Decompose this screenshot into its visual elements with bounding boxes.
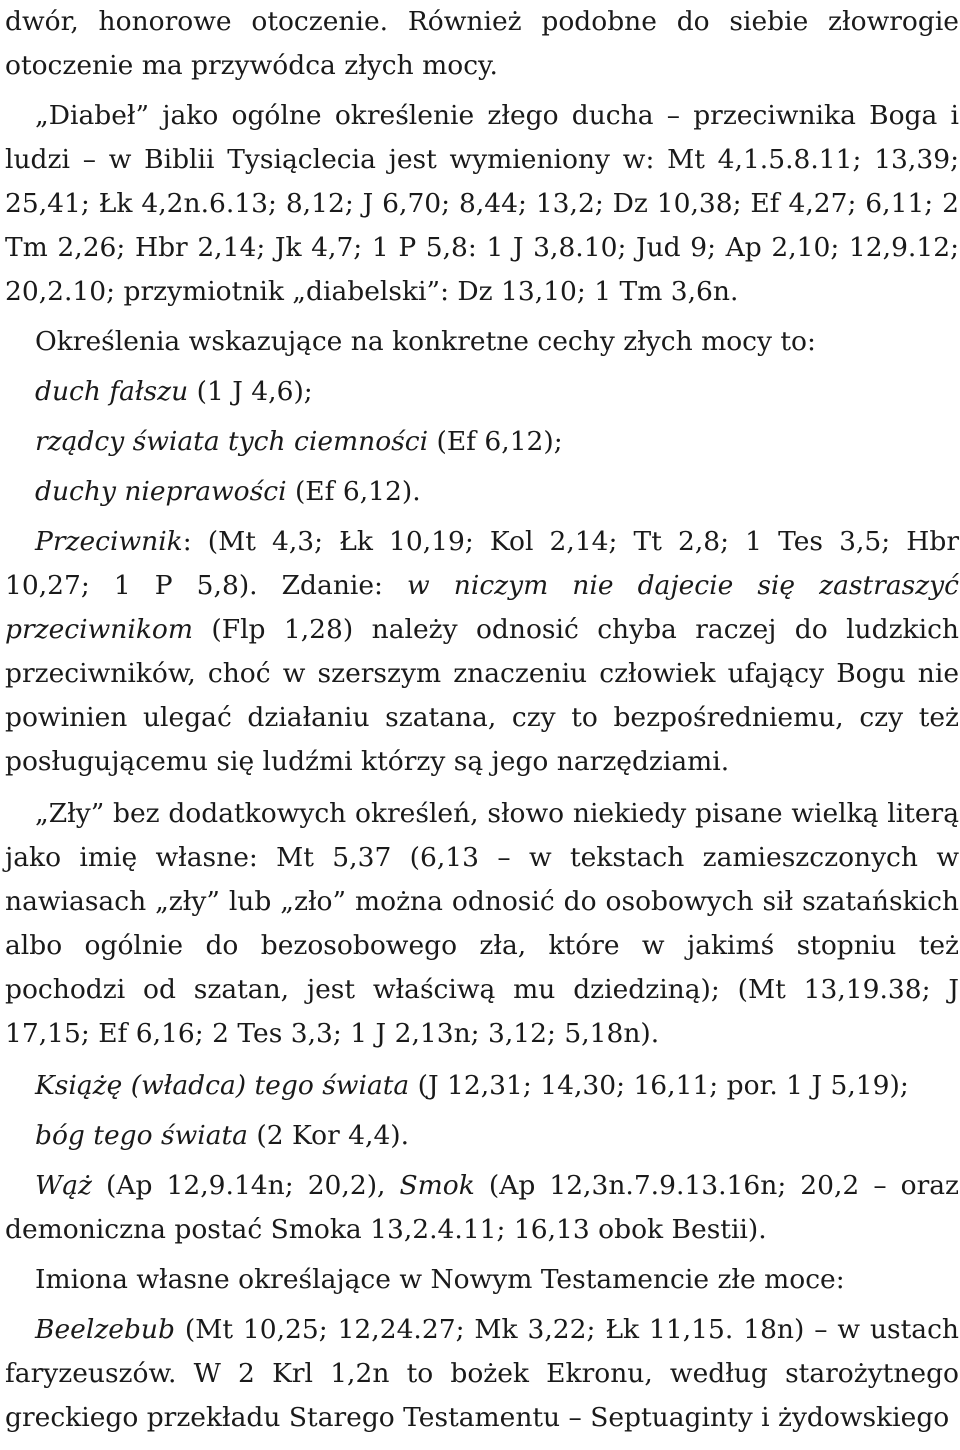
list-item-spirits-of-wickedness	[5, 470, 959, 514]
text-run: „Zły” bez dodatkowych określeń, słowo niekiedy pisane wielką literą jako imię własne: Mt 5,37 (6,13 – w tekstach zamieszczonych w nawiasach „zły” lub „zło” można odnosić do osobowych sił szatańskich albo ogólnie do bezosobowego zła, które w jakimś stopniu też pochodzi od szatan, jest właściwą mu dziedziną); (Mt 13,19.38; J 17,15; Ef 6,16; 2 Tes 3,3; 1 J 2,13n; 3,12; 5,18n).	[5, 798, 959, 1049]
italic-term: duchy nieprawości	[35, 476, 287, 507]
text-run: (Ap 12,3n.7.9.13.16n; 20,2 – oraz demoniczna postać Smoka 13,2.4.11; 16,13 obok Bestii).	[5, 1170, 960, 1245]
list-item-god-of-world	[5, 1114, 959, 1158]
list-item-prince-of-world	[5, 1064, 959, 1108]
paragraph-devil-references	[5, 94, 959, 314]
text-run: (Ef 6,12);	[428, 426, 563, 457]
italic-term: Beelzebub	[35, 1314, 175, 1345]
italic-term: w niczym nie dajecie się zastraszyć przeciwnikom	[5, 570, 959, 645]
text-run: (J 12,31; 14,30; 16,11; por. 1 J 5,19);	[409, 1070, 909, 1101]
paragraph-court	[5, 0, 959, 88]
italic-term: Przeciwnik	[35, 526, 183, 557]
italic-term: Wąż	[35, 1170, 92, 1201]
list-item-rulers-of-darkness	[5, 420, 959, 464]
text-run: „Diabeł” jako ogólne określenie złego ducha – przeciwnika Boga i ludzi – w Biblii Tysiąclecia jest wymieniony w: Mt 4,1.5.8.11; 13,39; 25,41; Łk 4,2n.6.13; 8,12; J 6,70; 8,44; 13,2; Dz 10,38; Ef 4,27; 6,11; 2 Tm 2,26; Hbr 2,14; Jk 4,7; 1 P 5,8: 1 J 3,8.10; Jud 9; Ap 2,10; 12,9.12; 20,2.10; przymiotnik „diabelski”: Dz 13,10; 1 Tm 3,6n.	[5, 100, 959, 307]
italic-term: bóg tego świata	[35, 1120, 248, 1151]
text-run: (Ap 12,9.14n; 20,2),	[92, 1170, 400, 1201]
text-run: (Ef 6,12).	[286, 476, 421, 507]
text-run: Imiona własne określające w Nowym Testamencie złe moce:	[35, 1264, 845, 1295]
paragraph-evil-one	[5, 792, 959, 1056]
text-run: (2 Kor 4,4).	[247, 1120, 410, 1151]
paragraph-serpent-dragon	[5, 1164, 959, 1252]
paragraph-adversary	[5, 520, 959, 784]
document-page	[5, 0, 959, 1440]
italic-term: Książę (władca) tego świata	[35, 1070, 410, 1101]
text-run: (Mt 10,25; 12,24.27; Mk 3,22; Łk 11,15. 18n) – w ustach faryzeuszów. W 2 Krl 1,2n to bożek Ekronu, według starożytnego greckiego przekładu Starego Testamentu – Septuaginty i żydowskiego	[5, 1314, 959, 1433]
text-run: : (Mt 4,3; Łk 10,19; Kol 2,14; Tt 2,8; 1 Tes 3,5; Hbr 10,27; 1 P 5,8). Zdanie:	[5, 526, 959, 601]
text-run: dwór, honorowe otoczenie. Również podobne do siebie złowrogie otoczenie ma przywódca złych mocy.	[5, 6, 959, 81]
italic-term: rządcy świata tych ciemności	[35, 426, 429, 457]
paragraph-traits-intro	[5, 320, 959, 364]
italic-term: Smok	[399, 1170, 475, 1201]
italic-term: duch fałszu	[35, 376, 189, 407]
text-run: Określenia wskazujące na konkretne cechy złych mocy to:	[35, 326, 816, 357]
text-run: (1 J 4,6);	[188, 376, 313, 407]
list-item-spirit-of-falsehood	[5, 370, 959, 414]
paragraph-beelzebub	[5, 1308, 959, 1440]
text-run: (Flp 1,28) należy odnosić chyba raczej do ludzkich przeciwników, choć w szerszym znaczeniu człowiek ufający Bogu nie powinien ulegać działaniu szatana, czy to bezpośredniemu, czy też posługującemu się ludźmi którzy są jego narzędziami.	[5, 614, 959, 777]
paragraph-proper-names-intro	[5, 1258, 959, 1302]
